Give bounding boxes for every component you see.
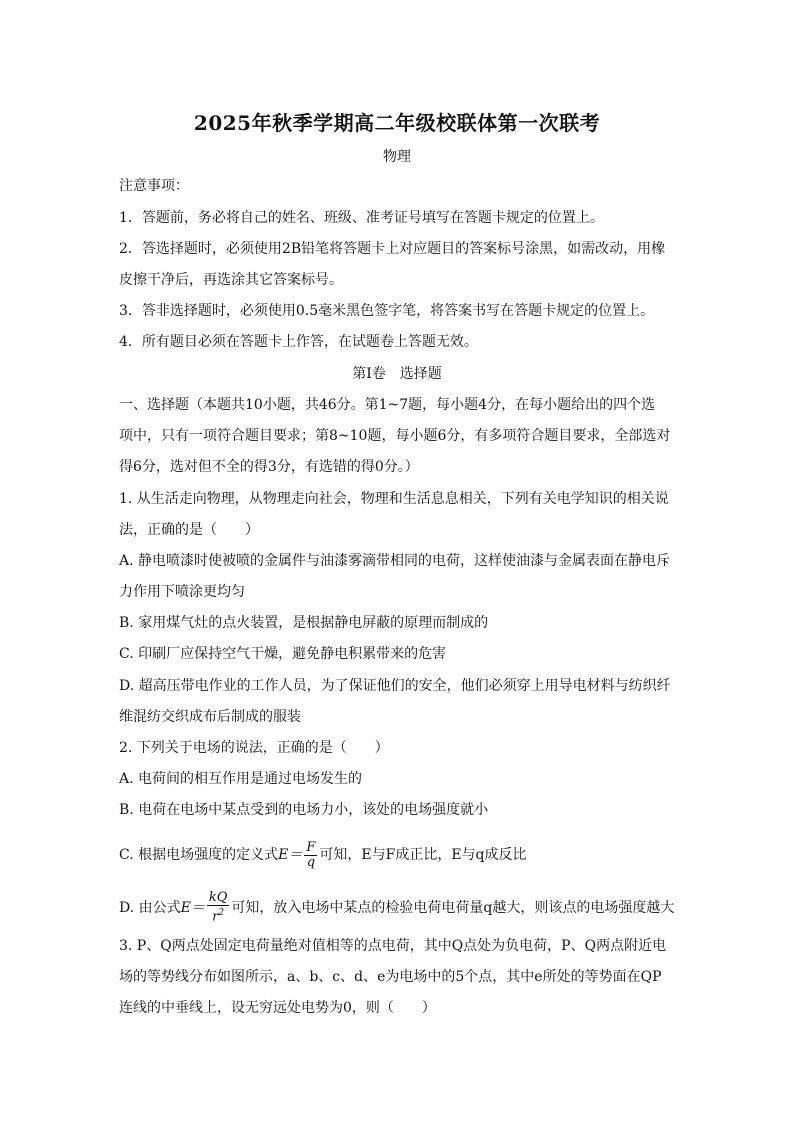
notice-item-1: 1．答题前，务必将自己的姓名、班级、准考证号填写在答题卡规定的位置上。 <box>119 210 604 226</box>
q2-stem: 2. 下列关于电场的说法，正确的是（ ） <box>119 740 389 756</box>
section-instructions-3: 得6分，选对但不全的得3分，有选错的得0分。） <box>119 459 419 475</box>
q2-option-c-pre: C. 根据电场强度的定义式 <box>119 847 279 863</box>
notice-item-4: 4．所有题目必须在答题卡上作答，在试题卷上答题无效。 <box>119 334 478 350</box>
section-instructions-1: 一、选择题（本题共10小题，共46分。第1~7题，每小题4分，在每小题给出的四个选 <box>119 397 656 413</box>
q1-option-c: C. 印刷厂应保持空气干燥，避免静电积累带来的危害 <box>119 646 447 662</box>
q2-option-d-fraction <box>207 891 230 924</box>
exam-subject: 物理 <box>383 149 411 165</box>
q1-option-a-2: 力作用下喷涂更均匀 <box>119 584 245 600</box>
q2-option-c-fraction <box>304 841 317 870</box>
q2-option-d-lhs: E＝ <box>180 900 205 916</box>
notice-item-2: 2．答选择题时，必须使用2B铅笔将答题卡上对应题目的答案标号涂黑，如需改动，用橡 <box>119 241 666 257</box>
notice-heading: 注意事项： <box>119 178 189 194</box>
q2-option-b: B. 电荷在电场中某点受到的电场力小，该处的电场强度就小 <box>119 802 489 818</box>
q3-line-3: 连线的中垂线上，设无穷远处电势为0，则（ ） <box>119 1000 436 1016</box>
q1-option-d-1: D. 超高压带电作业的工作人员，为了保证他们的安全，他们必须穿上用导电材料与纺织纤 <box>119 678 671 694</box>
q2-option-d-den-exp: 2 <box>218 908 225 919</box>
q1-option-d-2: 维混纺交织成布后制成的服装 <box>119 709 301 725</box>
q2-option-c-denominator: q <box>306 854 316 870</box>
q3-line-1: 3. P、Q两点处固定电荷量绝对值相等的点电荷，其中Q点处为负电荷，P、Q两点附近电 <box>119 938 667 954</box>
q2-option-c-post: 可知，E与F成正比，E与q成反比 <box>319 847 527 863</box>
q3-line-2: 场的等势线分布如图所示，a、b、c、d、e为电场中的5个点，其中e所处的等势面在QP <box>119 969 662 985</box>
q1-stem-2: 法，正确的是（ ） <box>119 522 259 538</box>
q2-option-a: A. 电荷间的相互作用是通过电场发生的 <box>119 771 363 787</box>
q1-option-a-1: A. 静电喷漆时使被喷的金属件与油漆雾滴带相同的电荷，这样使油漆与金属表面在静电斥 <box>119 553 671 569</box>
q2-option-c-lhs: E＝ <box>278 847 303 863</box>
notice-item-3: 3．答非选择题时，必须使用0.5毫米黑色签字笔，将答案书写在答题卡规定的位置上。 <box>119 303 655 319</box>
q2-option-d-numerator: kQ <box>208 890 228 906</box>
q2-option-d-den-base: r <box>212 909 219 925</box>
q1-stem-1: 1. 从生活走向物理，从物理走向社会，物理和生活息息相关，下列有关电学知识的相关说 <box>119 491 669 507</box>
q2-option-d <box>119 886 679 930</box>
q2-option-d-denominator <box>210 906 226 924</box>
section-label: 第Ⅰ卷 选择题 <box>352 366 442 382</box>
q2-option-c-numerator: F <box>306 839 316 855</box>
q1-option-b: B. 家用煤气灶的点火装置，是根据静电屏蔽的原理而制成的 <box>119 615 489 631</box>
exam-title: 2025年秋季学期高二年级校联体第一次联考 <box>193 111 601 135</box>
q2-option-d-pre: D. 由公式 <box>119 900 181 916</box>
q2-option-d-post: 可知，放入电场中某点的检验电荷电荷量q越大，则该点的电场强度越大 <box>231 900 675 916</box>
notice-item-2-cont: 皮擦干净后，再选涂其它答案标号。 <box>119 272 343 288</box>
q2-option-c <box>119 833 679 877</box>
section-instructions-2: 项中，只有一项符合题目要求；第8~10题，每小题6分，有多项符合题目要求，全部选对 <box>119 428 671 444</box>
